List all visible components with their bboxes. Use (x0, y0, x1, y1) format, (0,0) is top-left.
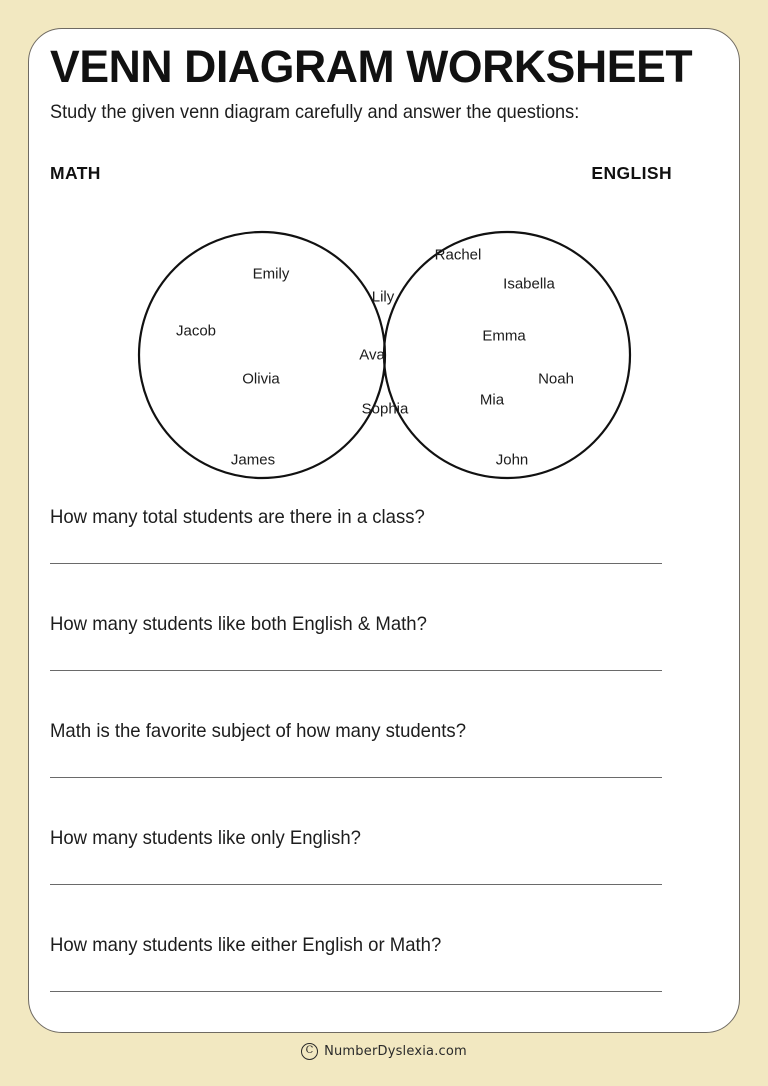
venn-circle-english (384, 232, 630, 478)
venn-name-both: Ava (359, 346, 385, 364)
question-block (0, 722, 712, 829)
question-text: How many students like either English or Math? (50, 934, 442, 956)
question-text: How many total students are there in a class? (50, 506, 425, 528)
venn-diagram (0, 155, 712, 510)
question-text: Math is the favorite subject of how many students? (50, 720, 467, 742)
question-block (0, 615, 712, 722)
venn-name-both: Sophia (361, 400, 409, 418)
page-title: VENN DIAGRAM WORKSHEET (50, 41, 693, 92)
venn-right-set-label: ENGLISH (591, 163, 672, 183)
answer-line[interactable] (50, 563, 662, 564)
answer-line[interactable] (50, 884, 662, 885)
answer-line[interactable] (50, 991, 662, 992)
question-block (0, 829, 712, 936)
venn-circles (0, 155, 712, 510)
answer-line[interactable] (50, 670, 662, 671)
question-block (0, 936, 712, 1043)
footer (0, 1043, 768, 1060)
venn-name-right: Mia (479, 391, 505, 409)
footer-site-name: NumberDyslexia.com (324, 1044, 467, 1059)
questions-list (0, 508, 712, 1043)
venn-name-left: Emily (252, 265, 290, 283)
question-text: How many students like only English? (50, 827, 361, 849)
question-block (0, 508, 712, 615)
venn-name-left: Jacob (175, 322, 217, 340)
question-text: How many students like both English & Math? (50, 613, 427, 635)
venn-name-right: Isabella (503, 275, 555, 293)
answer-line[interactable] (50, 777, 662, 778)
venn-name-right: Emma (482, 327, 526, 345)
venn-name-left: Olivia (242, 370, 280, 388)
instructions-text: Study the given venn diagram carefully and answer the questions: (50, 101, 580, 123)
venn-name-left: James (230, 451, 276, 469)
venn-name-right: John (495, 451, 529, 469)
venn-name-both: Lily (371, 288, 395, 306)
venn-left-set-label: MATH (50, 163, 101, 183)
copyright-icon: C (301, 1043, 318, 1060)
venn-name-right: Rachel (434, 246, 482, 264)
venn-name-right: Noah (538, 370, 574, 388)
